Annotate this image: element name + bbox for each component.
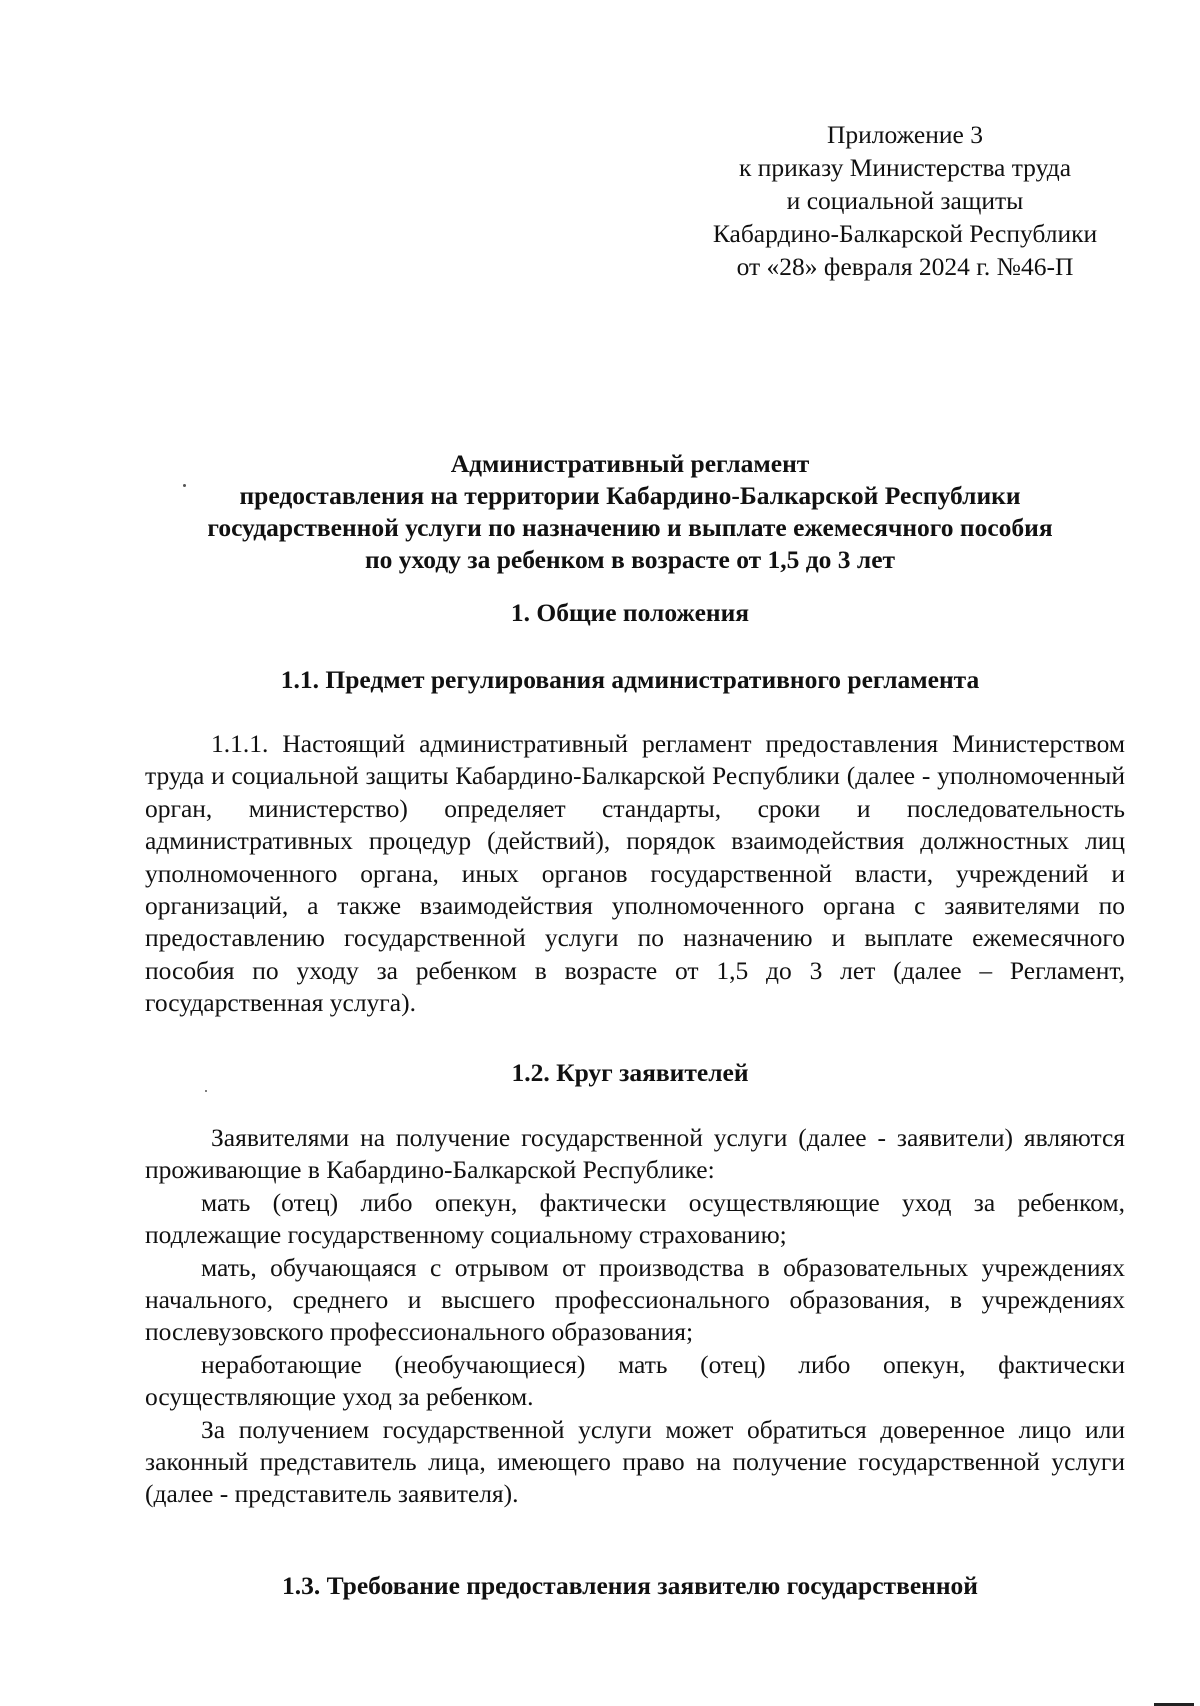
paragraph-applicants-representative: За получением государственной услуги может обратиться доверенное лицо или законный представитель лица, имеющего право на получение государственной услуги (далее - представитель заявителя). (145, 1414, 1125, 1509)
section-1-2-body (145, 1122, 1125, 1511)
document-title (120, 448, 1140, 576)
section-1-heading: 1. Общие положения (510, 598, 750, 627)
paragraph-applicants-intro: Заявителями на получение государственной услуги (далее - заявители) являются проживающие в Кабардино-Балкарской Республике: (145, 1123, 1125, 1185)
section-1-1-body (145, 728, 1125, 1020)
title-line-4: по уходу за ребенком в возрасте от 1,5 до 3 лет (364, 545, 896, 574)
title-line-3: государственной услуги по назначению и выплате ежемесячного пособия (207, 513, 1053, 542)
appendix-line-3: и социальной защиты (786, 186, 1024, 215)
section-1-1-heading: 1.1. Предмет регулирования административного регламента (280, 665, 980, 694)
appendix-line-2: к приказу Министерства труда (738, 153, 1072, 182)
scan-artifact-dot (183, 484, 186, 487)
section-1-3-heading: 1.3. Требование предоставления заявителю государственной (282, 1571, 978, 1600)
paragraph-1-1-1: 1.1.1. Настоящий административный регламент предоставления Министерством труда и социальной защиты Кабардино-Балкарской Республики (далее - уполномоченный орган, министерство) определяет стандарты, сроки и последовательность административных процедур (действий), порядок взаимодействия должностных лиц уполномоченного органа, иных органов государственной власти, учреждений и организаций, а также взаимодействия уполномоченного органа с заявителями по предоставлению государственной услуги по назначению и выплате ежемесячного пособия по уходу за ребенком в возрасте от 1,5 до 3 лет (далее – Регламент, государственная услуга). (145, 729, 1125, 1018)
paragraph-applicants-unemployed: неработающие (необучающиеся) мать (отец) либо опекун, фактически осуществляющие уход за ребенком. (145, 1349, 1125, 1412)
scan-artifact-dot (205, 1090, 207, 1092)
appendix-line-1: Приложение 3 (827, 120, 983, 149)
title-line-2: предоставления на территории Кабардино-Балкарской Республики (239, 481, 1021, 510)
title-line-1: Административный регламент (450, 449, 810, 478)
appendix-line-4: Кабардино-Балкарской Республики (712, 219, 1098, 248)
appendix-line-5: от «28» февраля 2024 г. №46-П (736, 252, 1074, 281)
paragraph-applicants-parent: мать (отец) либо опекун, фактически осуществляющие уход за ребенком, подлежащие государственному социальному страхованию; (145, 1187, 1125, 1250)
section-1-2-heading: 1.2. Круг заявителей (511, 1058, 749, 1087)
appendix-block (690, 118, 1120, 283)
paragraph-applicants-student-mother: мать, обучающаяся с отрывом от производства в образовательных учреждениях начального, среднего и высшего профессионального образования, в учреждениях послевузовского профессионального образования; (145, 1252, 1125, 1347)
